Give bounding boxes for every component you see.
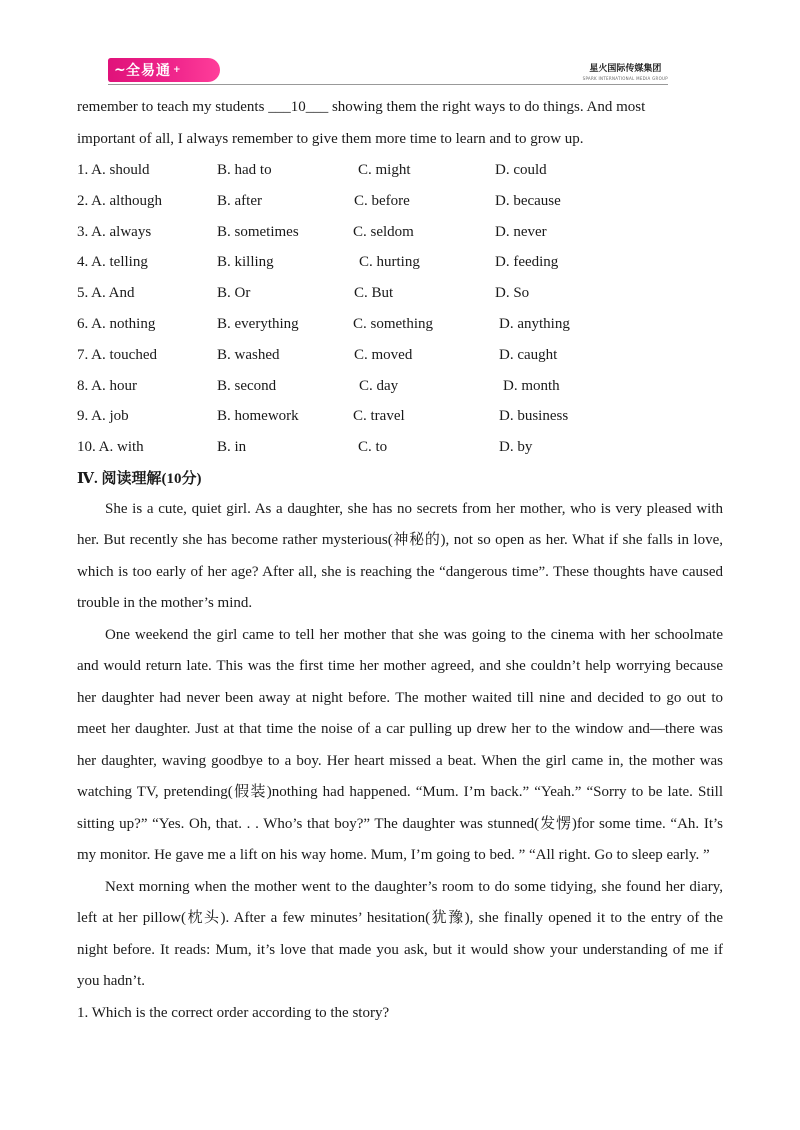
option-a: 2. A. although [77,192,162,209]
option-row [77,155,723,186]
option-c: C. might [358,162,411,178]
swirl-icon: ~ [114,62,127,78]
option-row [77,371,723,402]
option-c: C. before [354,192,410,209]
option-list [77,155,723,463]
option-row [77,186,723,217]
option-a: 6. A. nothing [77,315,156,332]
reading-paragraph: One weekend the girl came to tell her mother that she was going to the cinema with her schoolmate and would return late. This was the first time her mother agreed, and she couldn’t help worrying because her daughter had never been away at night before. The mother waited till nine and decided to go out to meet her daughter. Just at that time the noise of a car pulling up drew her to the window and—there was her daughter, waving goodbye to a boy. Her heart missed a beat. When the girl came in, the mother was watching TV, pretending(假装)nothing had happened. “Mum. I’m back.” “Yeah.” “Sorry to be late. Still sitting up?” “Yes. Oh, that. . . Who’s that boy?” The daughter was stunned(发愣)for some time. “Ah. It’s my monitor. He gave me a lift on his way home. Mum, I’m going to bed. ” “All right. Go to sleep early. ” [77,626,723,864]
option-b: B. after [217,192,262,209]
option-row [77,432,723,463]
document-body [77,92,723,1029]
option-c: C. seldom [353,223,414,240]
option-a: 7. A. touched [77,346,157,363]
question-text: 1. Which is the correct order according to the story? [77,1004,390,1021]
section-title: Ⅳ. 阅读理解(10分) [77,470,202,487]
publisher-title: 星火国际传媒集团 [589,64,662,74]
logo-plus: + [173,65,182,75]
option-b: B. washed [217,346,280,363]
option-d: D. anything [499,315,570,332]
option-a: 5. A. And [77,285,135,302]
option-d: D. could [495,162,547,178]
option-row [77,278,723,309]
option-row [77,247,723,278]
option-a: 9. A. job [77,408,129,425]
option-d: D. because [495,192,561,209]
option-d: D. caught [499,346,558,363]
option-row [77,401,723,432]
option-row [77,217,723,248]
option-a: 3. A. always [77,223,152,240]
reading-paragraph: Next morning when the mother went to the daughter’s room to do some tidying, she found her diary, left at her pillow(枕头). After a few minutes’ hesitation(犹豫), she finally opened it to the entry of the night before. It reads: Mum, it’s love that made you ask, but it would show your understanding of me if you hadn’t. [77,878,723,990]
reading-paragraph: She is a cute, quiet girl. As a daughter, she has no secrets from her mother, who is very pleased with her. But recently she has become rather mysterious(神秘的), not so open as her. What if she falls in love, which is too early of her age? After all, she is reaching the “dangerous time”. These thoughts have caused trouble in the mother’s mind. [77,500,723,612]
option-c: C. to [358,439,388,456]
option-d: D. never [495,223,547,240]
option-d: D. feeding [495,254,559,271]
option-b: B. everything [217,315,299,332]
option-c: C. But [354,285,394,302]
option-a: 1. A. should [77,162,150,178]
option-row [77,309,723,340]
option-b: B. second [217,377,277,394]
brand-logo [108,58,220,82]
option-c: C. something [353,315,434,332]
option-row [77,340,723,371]
option-a: 10. A. with [77,439,144,456]
option-d: D. So [495,285,530,302]
option-d: D. by [499,439,533,456]
intro-line: remember to teach my students ___10___ showing them the right ways to do things. And most [77,99,646,115]
option-c: C. hurting [359,254,420,271]
publisher-subtitle: SPARK INTERNATIONAL MEDIA GROUP [582,76,668,81]
option-b: B. in [217,439,247,456]
option-c: C. day [359,377,399,394]
option-c: C. moved [354,346,413,363]
option-b: B. had to [217,162,272,178]
option-b: B. homework [217,408,299,425]
option-b: B. sometimes [217,223,299,240]
option-a: 8. A. hour [77,377,137,394]
logo-text: 全易通 [126,63,171,79]
option-d: D. month [503,377,560,394]
option-a: 4. A. telling [77,254,148,271]
header-divider [108,84,668,85]
option-c: C. travel [353,408,405,425]
intro-line: important of all, I always remember to give them more time to learn and to grow up. [77,130,584,147]
option-b: B. Or [217,285,251,302]
option-b: B. killing [217,254,274,271]
publisher-name [583,64,668,84]
option-d: D. business [499,408,569,425]
page-header [108,56,668,86]
